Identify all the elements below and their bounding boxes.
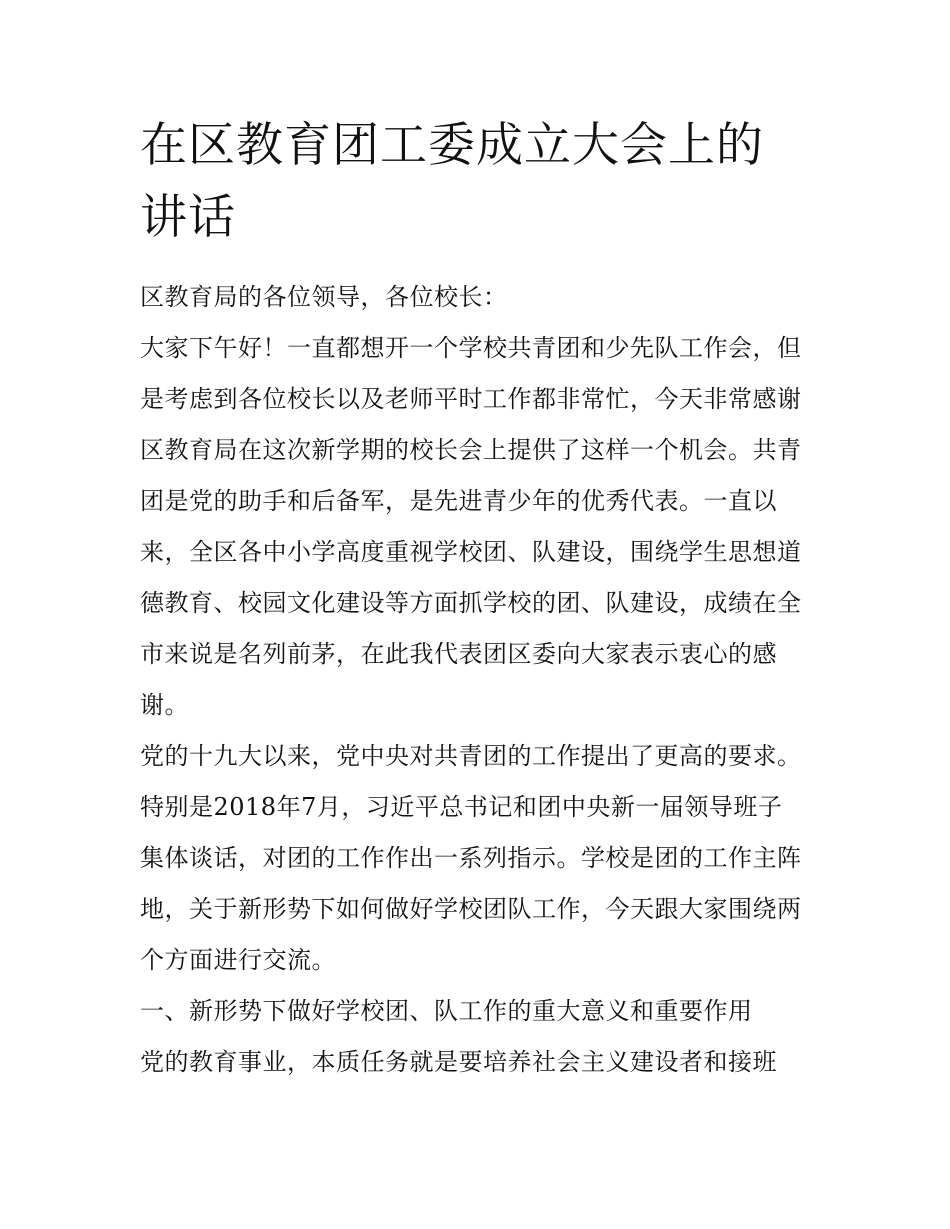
text-line: 特别是2018年7月，习近平总书记和团中央新一届领导班子 [140, 793, 783, 821]
text-line: 区教育局在这次新学期的校长会上提供了这样一个机会。共青 [140, 436, 802, 464]
text-line: 党的教育事业，本质任务就是要培养社会主义建设者和接班 [140, 1048, 777, 1076]
document-body [140, 272, 820, 1088]
text-line: 团是党的助手和后备军，是先进青少年的优秀代表。一直以 [140, 487, 777, 515]
document-page [140, 110, 820, 1088]
title-line: 在区教育团工委成立大会上的 [140, 118, 764, 173]
title-line: 讲话 [140, 190, 236, 245]
text-line: 来，全区各中小学高度重视学校团、队建设，围绕学生思想道 [140, 538, 802, 566]
text-line: 德教育、校园文化建设等方面抓学校的团、队建设，成绩在全 [140, 589, 802, 617]
text-line: 个方面进行交流。 [140, 946, 336, 974]
salutation: 区教育局的各位领导，各位校长： [140, 283, 508, 311]
section-heading: 一、新形势下做好学校团、队工作的重大意义和重要作用 [140, 997, 753, 1025]
text-line: 谢。 [140, 691, 189, 719]
document-title [140, 110, 820, 254]
text-line: 大家下午好！一直都想开一个学校共青团和少先队工作会，但 [140, 334, 802, 362]
text-line: 党的十九大以来，党中央对共青团的工作提出了更高的要求。 [140, 742, 802, 770]
text-line: 地，关于新形势下如何做好学校团队工作，今天跟大家围绕两 [140, 895, 802, 923]
text-line: 是考虑到各位校长以及老师平时工作都非常忙，今天非常感谢 [140, 385, 802, 413]
text-line: 集体谈话，对团的工作作出一系列指示。学校是团的工作主阵 [140, 844, 802, 872]
text-line: 市来说是名列前茅，在此我代表团区委向大家表示衷心的感 [140, 640, 777, 668]
